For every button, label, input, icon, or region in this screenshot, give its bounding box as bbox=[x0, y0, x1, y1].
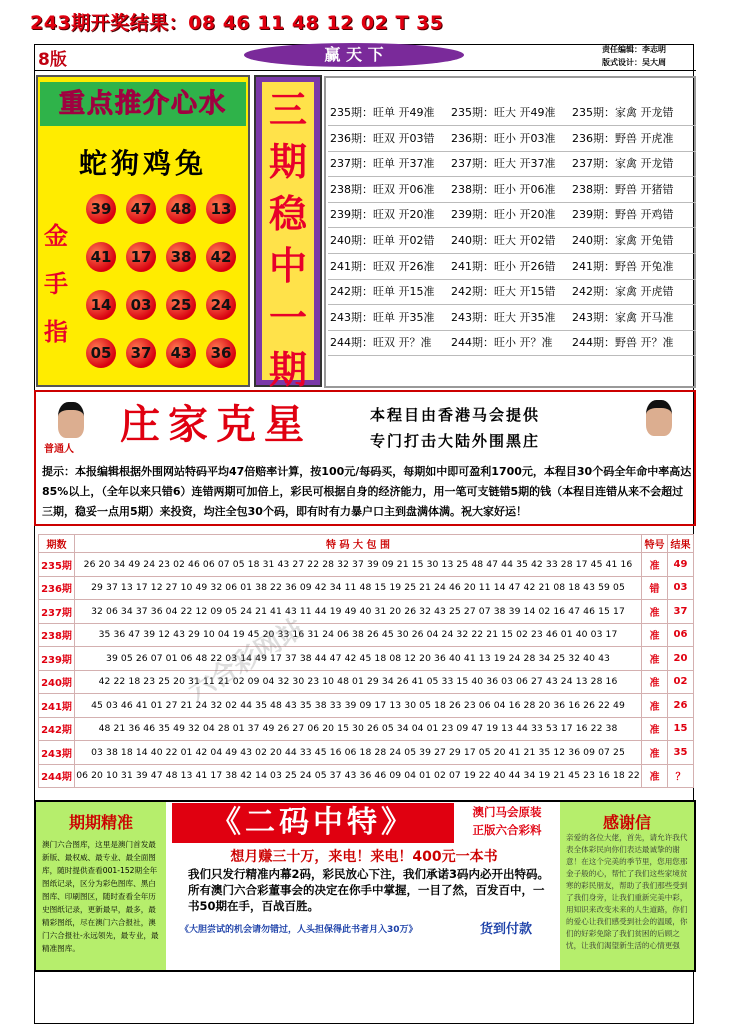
result-cell: 06 bbox=[668, 623, 694, 647]
banker-sub1: 本程目由香港马会提供 bbox=[370, 406, 541, 424]
result-cell: 49 bbox=[668, 553, 694, 577]
period-cell: 235期 bbox=[39, 553, 75, 577]
history-cell: 237期：旺单 开37准 bbox=[330, 157, 435, 171]
number-ball: 36 bbox=[206, 338, 236, 368]
table-row bbox=[39, 600, 694, 624]
number-ball: 37 bbox=[126, 338, 156, 368]
numbers-cell: 03 38 18 14 40 22 01 42 04 49 43 02 20 44 33 45 16 06 18 28 24 05 39 27 29 17 05 20 41 21 35 12 36 09 07 25 bbox=[75, 741, 642, 765]
number-ball: 17 bbox=[126, 242, 156, 272]
divider bbox=[34, 70, 696, 71]
special-cell: 准 bbox=[642, 764, 668, 788]
number-ball: 47 bbox=[126, 194, 156, 224]
history-cell: 240期：家禽 开兔错 bbox=[572, 234, 674, 247]
number-ball: 13 bbox=[206, 194, 236, 224]
special-cell: 准 bbox=[642, 600, 668, 624]
period-cell: 236期 bbox=[39, 576, 75, 600]
history-cell: 240期：旺大 开02错 bbox=[451, 234, 556, 247]
slogan-char: 期 bbox=[268, 139, 307, 184]
history-cell: 242期：家禽 开虎错 bbox=[572, 285, 674, 299]
number-ball: 39 bbox=[86, 194, 116, 224]
number-ball: 38 bbox=[166, 242, 196, 272]
th-special: 特号 bbox=[642, 535, 668, 553]
history-cell: 237期：家禽 开龙错 bbox=[572, 157, 674, 171]
history-row bbox=[330, 203, 694, 227]
numbers-cell: 39 05 26 07 01 06 48 22 03 14 49 17 37 38 44 47 42 45 18 08 12 20 36 40 41 13 19 24 28 34 25 32 40 43 bbox=[75, 647, 642, 671]
history-row bbox=[330, 306, 694, 330]
history-cell: 240期：旺单 开02错 bbox=[330, 234, 435, 247]
history-cell: 244期：旺双 开？准 bbox=[330, 336, 432, 350]
left-title: 期期精准 bbox=[68, 813, 133, 832]
slogan-char: 三 bbox=[268, 87, 307, 132]
special-cell: 错 bbox=[642, 576, 668, 600]
history-cell: 242期：旺大 开15错 bbox=[451, 285, 556, 299]
history-row bbox=[330, 101, 694, 125]
history-row bbox=[330, 178, 694, 202]
special-cell: 准 bbox=[642, 741, 668, 765]
history-row bbox=[330, 152, 694, 176]
history-cell: 235期：旺大 开49准 bbox=[451, 106, 556, 119]
history-cell: 239期：旺双 开20准 bbox=[330, 208, 435, 222]
history-cell: 243期：旺单 开35准 bbox=[330, 310, 435, 324]
result-cell: 15 bbox=[668, 717, 694, 741]
table-row bbox=[39, 717, 694, 741]
number-ball: 14 bbox=[86, 290, 116, 320]
number-ball: 05 bbox=[86, 338, 116, 368]
result-cell: 37 bbox=[668, 600, 694, 624]
history-cell: 242期：旺单 开15准 bbox=[330, 285, 435, 299]
special-cell: 准 bbox=[642, 647, 668, 671]
history-cell: 243期：家禽 开马准 bbox=[572, 310, 674, 324]
result-cell: 20 bbox=[668, 647, 694, 671]
result-cell: 26 bbox=[668, 694, 694, 718]
number-ball: 41 bbox=[86, 242, 116, 272]
banker-title: 庄家克星 bbox=[120, 401, 312, 448]
cod-label: 货到付款 bbox=[480, 922, 533, 937]
result-cell: ？ bbox=[668, 764, 694, 788]
ad-note: 《大胆尝试的机会请勿错过，人头担保得此书者月入30万》 bbox=[180, 925, 418, 935]
history-row bbox=[330, 280, 694, 304]
result-cell: 02 bbox=[668, 670, 694, 694]
numbers-cell: 29 37 13 17 12 27 10 49 32 06 01 38 22 36 09 42 34 11 48 15 19 25 21 24 46 20 11 14 47 42 21 08 18 43 59 05 bbox=[75, 576, 642, 600]
table-row bbox=[39, 623, 694, 647]
table-header bbox=[39, 535, 694, 553]
number-ball: 42 bbox=[206, 242, 236, 272]
number-ball: 24 bbox=[206, 290, 236, 320]
period-cell: 238期 bbox=[39, 623, 75, 647]
period-cell: 243期 bbox=[39, 741, 75, 765]
history-cell: 235期：家禽 开龙错 bbox=[572, 106, 674, 119]
period-cell: 237期 bbox=[39, 600, 75, 624]
number-ball: 03 bbox=[126, 290, 156, 320]
macau-line: 澳门马会原装 bbox=[472, 805, 542, 819]
history-row bbox=[330, 127, 694, 151]
tip-text: 提示：本报编辑根据外围网站特码平均47倍赔率计算，按100元/每码买，每期如中即可盈利1700元，本程目30个码全年命中率高达85%以上，（全年以来只错6）连错两期可加倍上，彩民可根据自身的经济能力，用一笔可支链错5期的钱（本程目连错从来不会超过三期，稳妥一点用5期）来投资，均注全包30个码，即有时有力暴户口主到盘满体满。祝大家好运！ bbox=[42, 465, 692, 518]
history-cell: 235期：旺单 开49准 bbox=[330, 106, 435, 119]
numbers-cell: 06 20 10 31 39 47 48 13 41 17 38 42 14 03 25 24 05 37 43 36 46 09 04 01 02 07 19 22 40 44 34 19 21 45 23 16 18 22 bbox=[75, 764, 642, 788]
table-row bbox=[39, 741, 694, 765]
version-label: 8版 bbox=[38, 50, 67, 70]
table-row bbox=[39, 647, 694, 671]
numbers-cell: 48 21 36 46 35 49 32 04 28 01 37 49 26 27 06 20 15 30 26 05 34 04 01 23 09 47 19 13 44 33 53 17 16 22 38 bbox=[75, 717, 642, 741]
left-body: 澳门六合图库，这里是澳门首发最新版、最权威、最专业、最全面图库，随时提供查看001-152期全年图纸记录，区分为彩色图库、黑白图库、印刷图区，随时查看全年历史图纸记录，更新最早，最多，最精彩图纸，尽在澳门六合报社，澳门六合报社-永远领先，最专业，最精准图库。 bbox=[42, 840, 159, 953]
th-numbers: 特 码 大 包 围 bbox=[75, 535, 642, 553]
zodiac-animals: 蛇狗鸡兔 bbox=[78, 147, 207, 180]
history-cell: 244期：野兽 开？准 bbox=[572, 336, 674, 350]
recommend-title: 重点推介心水 bbox=[40, 82, 246, 126]
special-cell: 准 bbox=[642, 670, 668, 694]
vertical-char: 手 bbox=[44, 269, 68, 298]
slogan-char: 一 bbox=[268, 295, 307, 340]
slogan-char: 期 bbox=[268, 347, 307, 392]
table-row bbox=[39, 553, 694, 577]
designer: 版式设计：吴大周 bbox=[602, 58, 666, 67]
history-cell: 243期：旺大 开35准 bbox=[451, 310, 556, 324]
special-cell: 准 bbox=[642, 694, 668, 718]
credits bbox=[602, 43, 666, 69]
right-body: 亲爱的各位大佬，首先，请允许我代表全体彩民向你们表达最诚挚的谢意！在这个完美的季节里，您用您那金子般的心，帮忙了我们这些家境贫寒的彩民朋友，帮助了我们那些受到了我们身旁，让我们重新完美中彩，用知识来改变未来的人生道路，你们的爱心让我们感受到社会的温暖，你们的好彩免除了我们贫困的后顾之忧，让我们渴望新生活的心情更强 bbox=[566, 833, 688, 950]
number-ball: 25 bbox=[166, 290, 196, 320]
history-cell: 241期：野兽 开兔准 bbox=[572, 259, 674, 273]
history-cell: 237期：旺大 开37准 bbox=[451, 157, 556, 171]
watermark: 六合彩网站 bbox=[183, 613, 310, 708]
slogan-text bbox=[262, 84, 314, 396]
period-cell: 239期 bbox=[39, 647, 75, 671]
period-cell: 244期 bbox=[39, 764, 75, 788]
special-cell: 准 bbox=[642, 717, 668, 741]
number-ball: 43 bbox=[166, 338, 196, 368]
table-row bbox=[39, 670, 694, 694]
slogan-char: 稳 bbox=[268, 191, 307, 236]
history-cell: 241期：旺双 开26准 bbox=[330, 259, 435, 273]
numbers-cell: 35 36 47 39 12 43 29 10 04 19 45 20 33 16 31 24 06 38 26 45 30 26 04 24 32 22 21 15 02 23 46 01 40 03 17 bbox=[75, 623, 642, 647]
history-cell: 238期：旺双 开06准 bbox=[330, 182, 435, 196]
history-cell: 236期：野兽 开虎准 bbox=[572, 131, 674, 145]
table-row bbox=[39, 764, 694, 788]
row-divider bbox=[328, 355, 696, 356]
table-row bbox=[39, 576, 694, 600]
special-cell: 准 bbox=[642, 623, 668, 647]
right-title: 感谢信 bbox=[602, 813, 651, 832]
banker-sub2: 专门打击大陆外围黑庄 bbox=[370, 432, 541, 450]
table-row bbox=[39, 694, 694, 718]
banner: 赢 天 下 bbox=[244, 43, 464, 67]
ad-slogan: 想月赚三十万，来电！来电！400元一本书 bbox=[230, 849, 498, 865]
th-result: 结果 bbox=[668, 535, 694, 553]
vertical-char: 指 bbox=[44, 317, 68, 346]
history-cell: 236期：旺双 开03错 bbox=[330, 131, 435, 145]
history-cell: 236期：旺小 开03准 bbox=[451, 131, 556, 145]
history-row bbox=[330, 229, 694, 253]
number-table bbox=[38, 534, 694, 788]
history-cell: 241期：旺小 开26错 bbox=[451, 259, 556, 273]
vertical-char: 金 bbox=[44, 221, 68, 250]
number-ball: 48 bbox=[166, 194, 196, 224]
period-cell: 241期 bbox=[39, 694, 75, 718]
numbers-cell: 45 03 46 41 01 27 21 24 32 02 44 35 48 43 35 38 33 39 09 17 13 30 05 18 26 23 06 04 16 28 20 36 16 26 22 49 bbox=[75, 694, 642, 718]
editor: 责任编辑：李志明 bbox=[602, 45, 666, 54]
history-row bbox=[330, 255, 694, 279]
ad-paragraph: 我们只发行精准内幕2码，彩民放心下注，我们承诺3码内必开出特码。所有澳门六合彩董事会的决定在你手中掌握，一目了然，百发百中，一书50期在手，百战百胜。 bbox=[188, 867, 549, 913]
numbers-cell: 42 22 18 23 25 20 31 11 21 02 09 04 32 30 23 10 48 01 29 34 26 41 05 33 15 40 36 03 06 27 43 24 13 28 16 bbox=[75, 670, 642, 694]
special-cell: 准 bbox=[642, 553, 668, 577]
th-period: 期数 bbox=[39, 535, 75, 553]
erma-title: 《二码中特》 bbox=[172, 803, 454, 843]
history-cell: 244期：旺小 开？准 bbox=[451, 336, 553, 350]
result-cell: 35 bbox=[668, 741, 694, 765]
history-row bbox=[330, 331, 694, 355]
person-icon bbox=[646, 400, 672, 436]
numbers-cell: 32 06 34 37 36 04 22 12 09 05 24 21 41 43 11 44 19 49 40 31 20 26 32 43 25 27 07 38 39 14 02 16 47 46 15 17 bbox=[75, 600, 642, 624]
period-cell: 240期 bbox=[39, 670, 75, 694]
macau-line: 正版六合彩料 bbox=[472, 823, 542, 837]
history-cell: 239期：野兽 开鸡错 bbox=[572, 208, 674, 222]
history-cell: 238期：旺小 开06准 bbox=[451, 182, 556, 196]
result-cell: 03 bbox=[668, 576, 694, 600]
slogan-char: 中 bbox=[268, 243, 307, 288]
period-cell: 242期 bbox=[39, 717, 75, 741]
draw-result: 243期开奖结果：08 46 11 48 12 02 T 35 bbox=[30, 12, 444, 34]
history-cell: 239期：旺小 开20准 bbox=[451, 208, 556, 222]
person-label: 普通人 bbox=[44, 444, 74, 455]
person-icon bbox=[58, 402, 84, 438]
numbers-cell: 26 20 34 49 24 23 02 46 06 07 05 18 31 43 27 22 28 32 37 39 09 21 15 30 13 25 48 47 44 35 42 33 28 17 45 41 16 bbox=[75, 553, 642, 577]
history-cell: 238期：野兽 开猪错 bbox=[572, 182, 674, 196]
macau-label bbox=[458, 803, 556, 839]
